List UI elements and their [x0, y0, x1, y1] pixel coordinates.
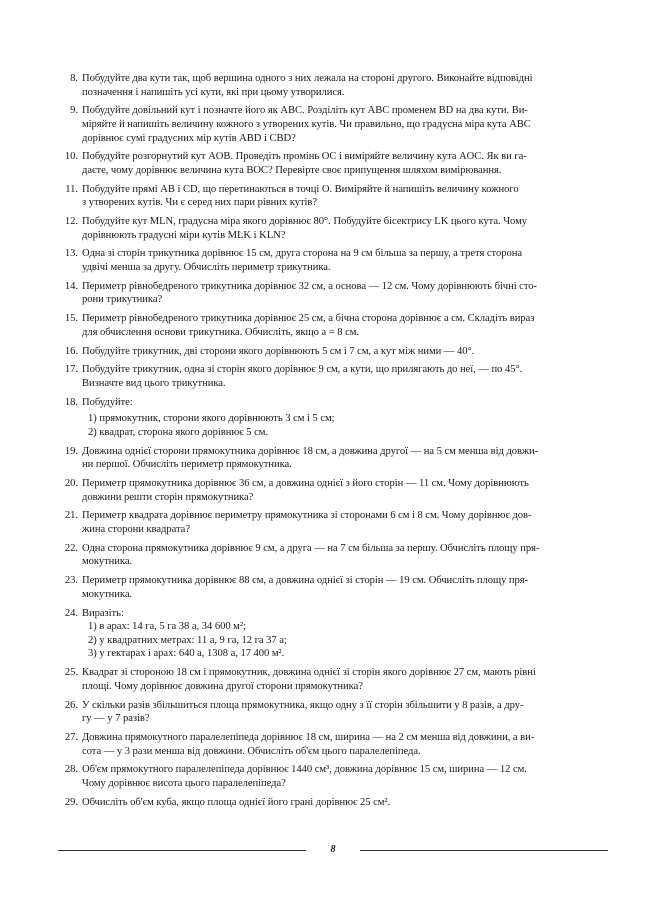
problem-line: гу — у 7 разів? [82, 713, 150, 725]
problem-line: Чому дорівнює висота цього паралелепіпеда? [82, 777, 286, 789]
problem-text [82, 312, 608, 339]
problem-text [82, 699, 608, 726]
problem-line: Побудуйте довільний кут і позначте його як ABC. Розділіть кут ABC променем BD на два кути. Ви- [82, 105, 528, 117]
problem-line: довжини решти сторін прямокутника? [82, 491, 254, 503]
problem-line: Обчисліть об'єм куба, якщо площа однієї його грані дорівнює 25 см². [82, 796, 391, 808]
sub-item: 2) квадрат, сторона якого дорівнює 5 см. [88, 426, 269, 438]
problem-item [58, 247, 608, 274]
problem-item [58, 104, 608, 145]
problem-item [58, 150, 608, 177]
problem-number: 10. [64, 151, 78, 163]
footer-rule-right [360, 850, 608, 851]
problem-number: 16. [64, 345, 78, 357]
problem-line: Довжина прямокутного паралелепіпеда дорівнює 18 см, ширина — на 2 см менша від довжини, а ви- [82, 731, 535, 743]
problem-line: Периметр прямокутника дорівнює 88 см, а довжина однієї зі сторін — 19 см. Обчисліть площу пря- [82, 575, 529, 587]
problem-item [58, 666, 608, 693]
problem-number: 17. [64, 364, 78, 376]
problem-line: Периметр рівнобедреного трикутника дорівнює 32 см, а основа — 12 см. Чому дорівнюють бічні сто- [82, 280, 538, 292]
problem-number: 9. [70, 105, 78, 117]
problem-line: удвічі менша за другу. Обчисліть периметр трикутника. [82, 262, 331, 274]
problem-list [58, 72, 608, 814]
problem-item [58, 699, 608, 726]
problem-text [82, 363, 608, 390]
sub-item: 2) у квадратних метрах: 11 а, 9 га, 12 га 37 а; [88, 634, 287, 646]
problem-line: Квадрат зі стороною 18 см і прямокутник, довжина однієї зі сторін якого дорівнює 27 см, мають рівні [82, 667, 536, 679]
problem-number: 20. [64, 478, 78, 490]
problem-item [58, 477, 608, 504]
problem-number: 25. [64, 667, 78, 679]
problem-text [82, 396, 608, 440]
problem-item [58, 607, 608, 661]
problem-number: 8. [70, 73, 78, 84]
problem-line: Побудуйте: [82, 396, 133, 408]
problem-item [58, 215, 608, 242]
problem-text [82, 72, 608, 99]
problem-line: рони трикутника? [82, 294, 163, 306]
problem-text [82, 763, 608, 790]
problem-number: 18. [64, 396, 78, 408]
problem-line: ни першої. Обчисліть периметр прямокутника. [82, 459, 292, 471]
problem-line: Одна зі сторін трикутника дорівнює 15 см, друга сторона на 9 см більша за першу, а третя сторона [82, 248, 523, 260]
problem-item [58, 796, 608, 810]
problem-line: Побудуйте кут MLN, градусна міра якого дорівнює 80°. Побудуйте бісектрису LK цього кута. Чому [82, 216, 527, 228]
sub-item: 1) в арах: 14 га, 5 га 38 а, 34 600 м²; [88, 621, 246, 633]
page-footer [58, 845, 608, 859]
problem-line: сота — у 3 рази менша від довжини. Обчисліть об'єм цього паралелепіпеда. [82, 745, 421, 757]
problem-number: 14. [64, 280, 78, 292]
problem-item [58, 542, 608, 569]
problem-number: 28. [64, 764, 78, 776]
problem-line: Довжина однієї сторони прямокутника дорівнює 18 см, а довжина другої — на 5 см менша від довжи- [82, 445, 539, 457]
problem-line: жина сторони квадрата? [82, 524, 190, 536]
problem-text [82, 666, 608, 693]
problem-number: 29. [64, 796, 78, 808]
problem-text [82, 542, 608, 569]
problem-number: 24. [64, 607, 78, 619]
problem-line: Периметр прямокутника дорівнює 36 см, а довжина однієї з його сторін — 11 см. Чому дорівнюють [82, 478, 529, 490]
problem-item [58, 312, 608, 339]
problem-item [58, 345, 608, 359]
problem-line: Побудуйте трикутник, одна зі сторін якого дорівнює 9 см, а кути, що прилягають до неї, — по 45°. [82, 364, 523, 376]
problem-text [82, 150, 608, 177]
problem-number: 22. [64, 542, 78, 554]
problem-number: 26. [64, 699, 78, 711]
problem-text [82, 509, 608, 536]
sub-item: 3) у гектарах і арах: 640 а, 1308 а, 17 400 м². [88, 648, 285, 660]
problem-line: площі. Чому дорівнює довжина другої сторони прямокутника? [82, 680, 363, 692]
problem-line: з утворених кутів. Чи є серед них пари рівних кутів? [82, 197, 318, 209]
problem-item [58, 280, 608, 307]
problem-line: мокутника. [82, 588, 133, 600]
problem-text [82, 445, 608, 472]
sub-item: 1) прямокутник, сторони якого дорівнюють 3 см і 5 см; [88, 413, 335, 425]
problem-line: Побудуйте два кути так, щоб вершина одного з них лежала на стороні другого. Виконайте відповідні [82, 73, 533, 84]
problem-text [82, 607, 608, 661]
problem-item [58, 363, 608, 390]
problem-line: Одна сторона прямокутника дорівнює 9 см, а друга — на 7 см більша за першу. Обчисліть площу пря- [82, 542, 540, 554]
problem-line: Периметр квадрата дорівнює периметру прямокутника зі сторонами 6 см і 8 см. Чому дорівнює дов- [82, 510, 532, 522]
problem-text [82, 280, 608, 307]
problem-item [58, 763, 608, 790]
problem-text [82, 183, 608, 210]
problem-number: 15. [64, 313, 78, 325]
problem-line: даєте, чому дорівнює величина кута BOC? Перевірте своє припущення шляхом вимірювання. [82, 164, 502, 176]
problem-item [58, 72, 608, 99]
problem-line: позначення і напишіть усі кути, які при цьому утворилися. [82, 86, 345, 98]
problem-line: Виразіть: [82, 607, 124, 619]
problem-text [82, 796, 608, 810]
problem-line: Визначте вид цього трикутника. [82, 377, 226, 389]
problem-number: 27. [64, 731, 78, 743]
problem-line: для обчислення основи трикутника. Обчисліть, якщо a = 8 см. [82, 326, 360, 338]
problem-line: У скільки разів збільшиться площа прямокутника, якщо одну з її сторін збільшити у 8 разів, а дру- [82, 699, 524, 711]
problem-item [58, 183, 608, 210]
problem-number: 21. [64, 510, 78, 522]
problem-line: Побудуйте прямі AB і CD, що перетинаються в точці O. Виміряйте й напишіть величину кожного [82, 183, 519, 195]
problem-line: дорівнює сумі градусних мір кутів ABD і CBD? [82, 132, 296, 144]
problem-number: 19. [64, 445, 78, 457]
problem-number: 12. [64, 216, 78, 228]
problem-text [82, 247, 608, 274]
problem-number: 11. [65, 183, 78, 195]
problem-line: міряйте й напишіть величину кожного з утворених кутів. Чи правильно, що градусна міра кута ABC [82, 118, 531, 130]
problem-text [82, 574, 608, 601]
problem-line: Периметр рівнобедреного трикутника дорівнює 25 см, а бічна сторона дорівнює a см. Складіть вираз [82, 313, 535, 325]
problem-item [58, 445, 608, 472]
problem-number: 13. [64, 248, 78, 260]
problem-text [82, 345, 608, 359]
problem-item [58, 574, 608, 601]
problem-number: 23. [64, 575, 78, 587]
problem-item [58, 509, 608, 536]
problem-line: Об'єм прямокутного паралелепіпеда дорівнює 1440 см³, довжина дорівнює 15 см, ширина — 12 см. [82, 764, 527, 776]
problem-line: дорівнюють градусні міри кутів MLK і KLN? [82, 229, 286, 241]
problem-line: мокутника. [82, 556, 133, 568]
problem-text [82, 104, 608, 145]
problem-text [82, 477, 608, 504]
problem-text [82, 731, 608, 758]
problem-item [58, 731, 608, 758]
problem-line: Побудуйте розгорнутий кут AOB. Проведіть промінь OC і виміряйте величину кута AOC. Як ви га- [82, 151, 527, 163]
problem-text [82, 215, 608, 242]
problem-item [58, 396, 608, 440]
page-number: 8 [330, 844, 336, 855]
problem-line: Побудуйте трикутник, дві сторони якого дорівнюють 5 см і 7 см, а кут між ними — 40°. [82, 345, 475, 357]
